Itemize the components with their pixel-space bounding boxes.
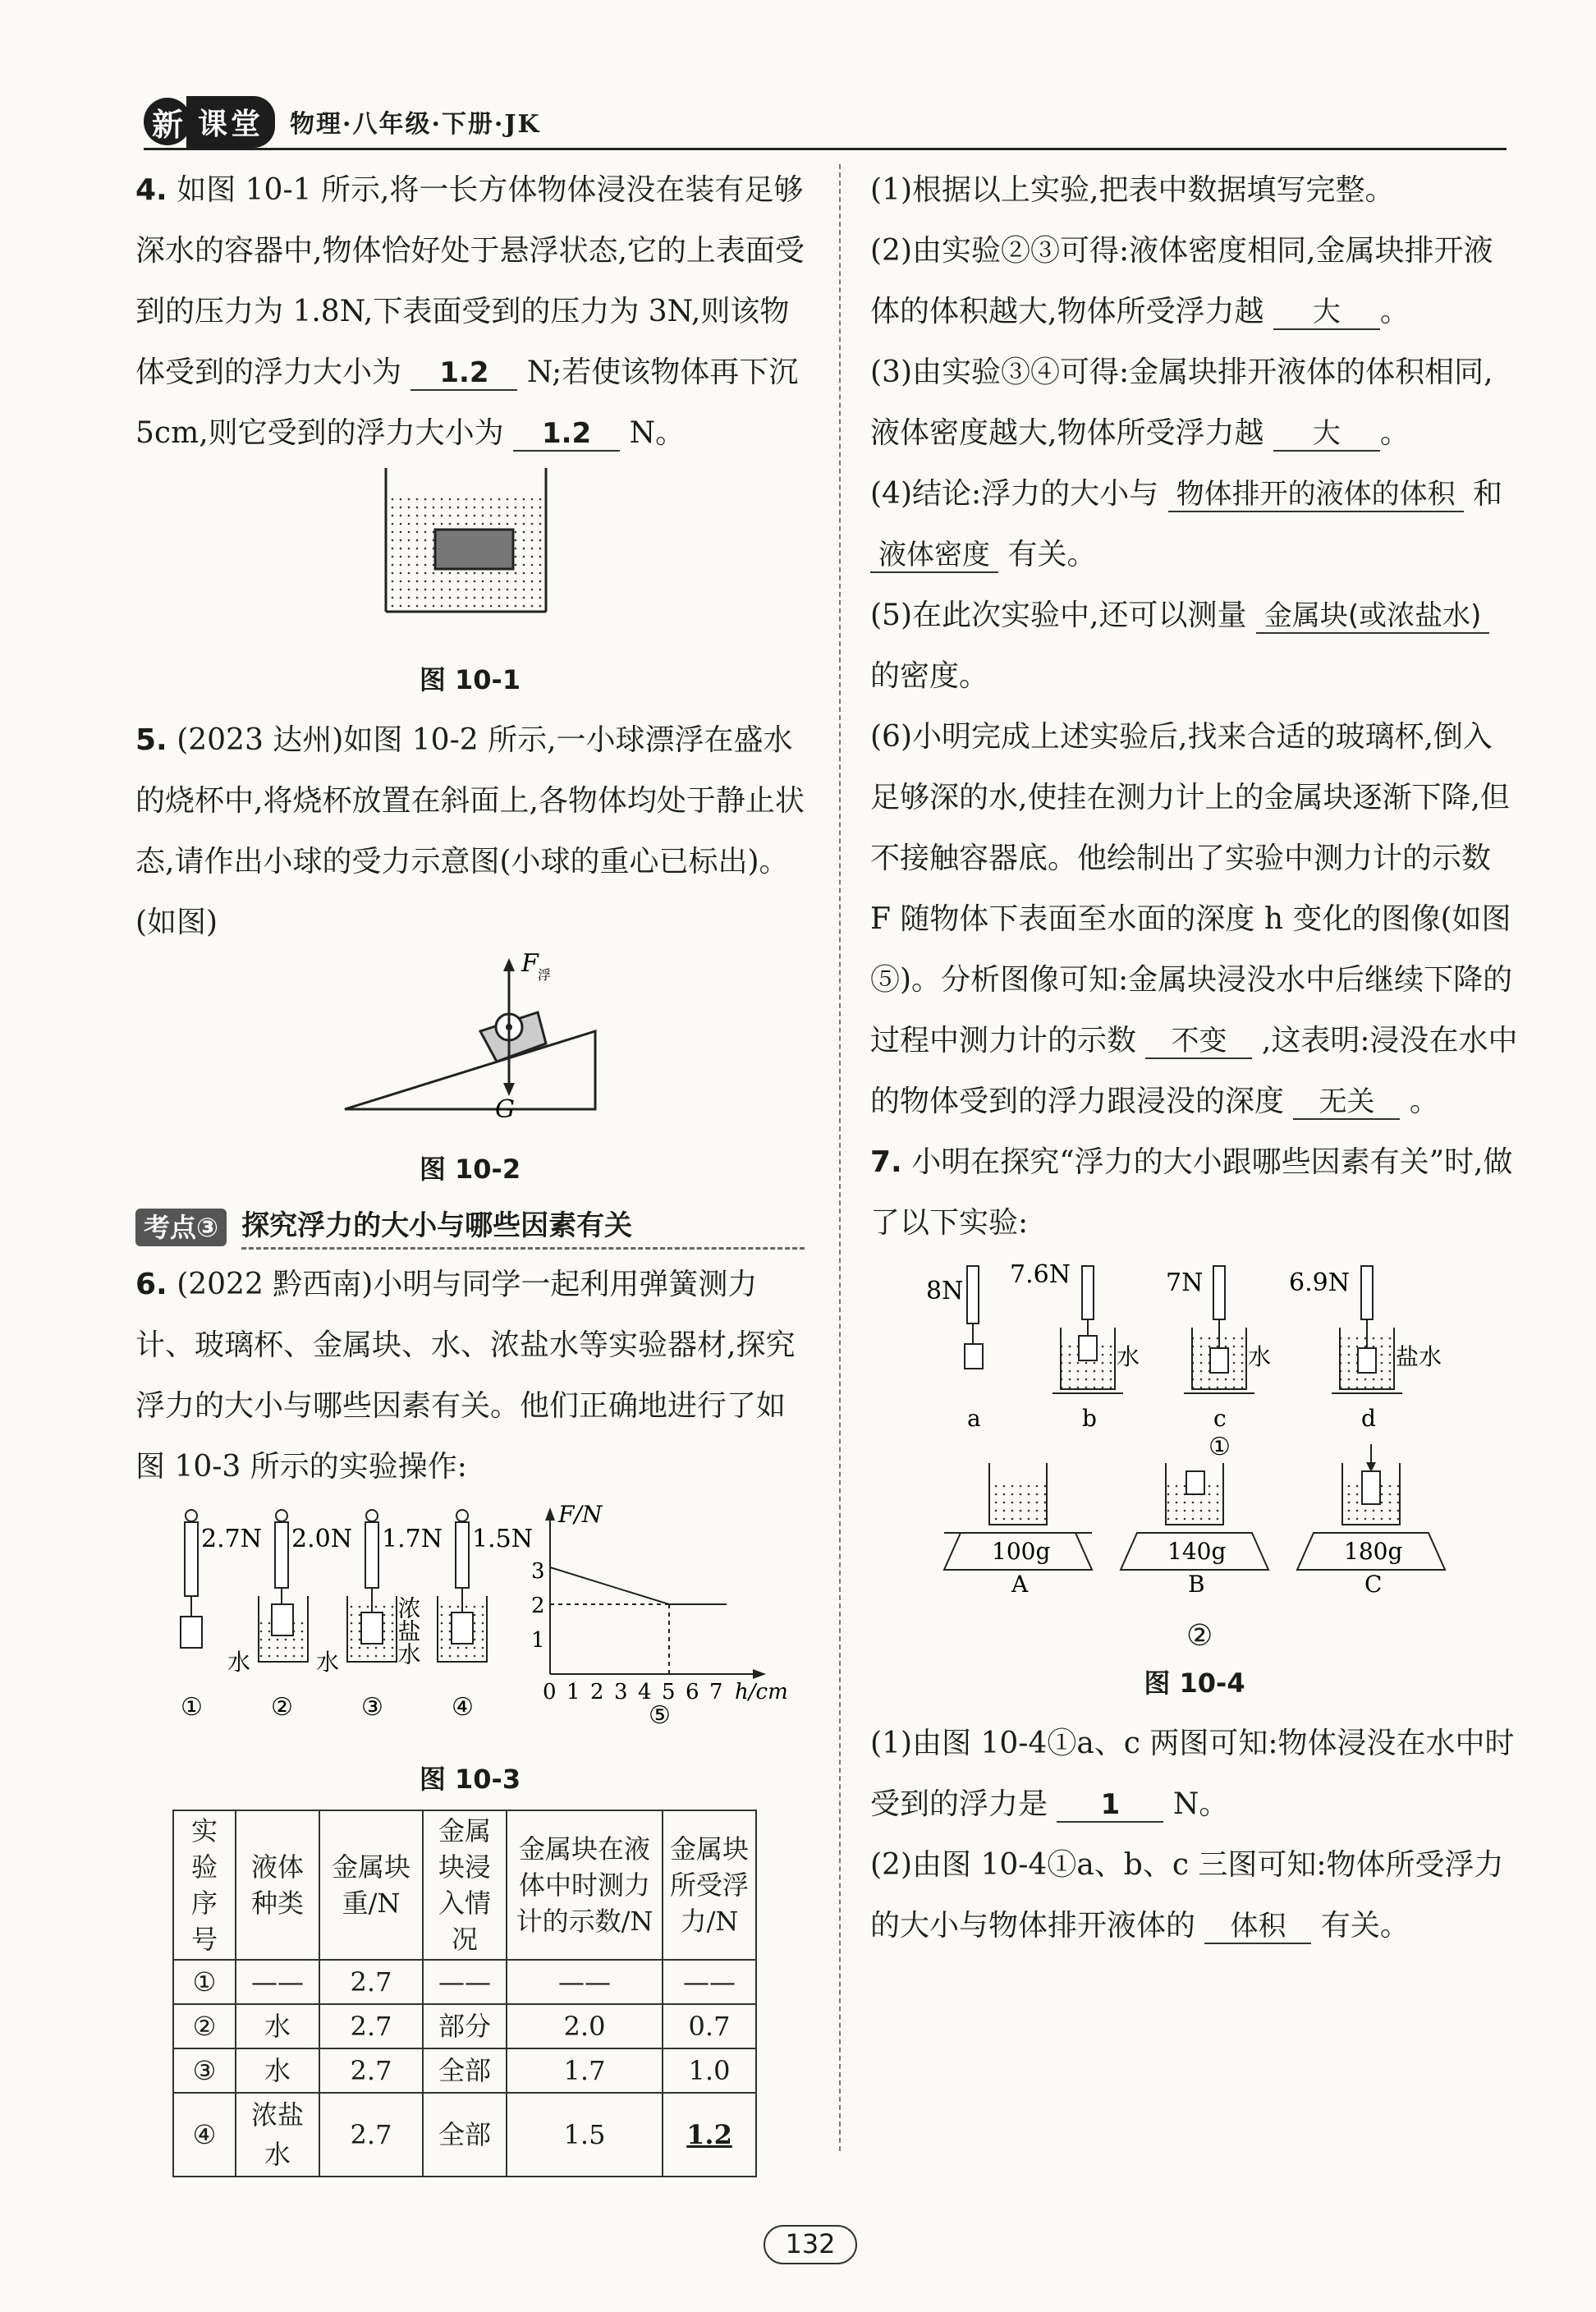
question-text: 的密度。 <box>870 659 989 693</box>
table-cell: —— <box>423 1960 507 2004</box>
question-text: (2022 黔西南)小明与同学一起利用弹簧测力计、玻璃杯、金属块、水、浓盐水等实验器材,探究浮力的大小与哪些因素有关。他们正确地进行了如图 10-3 所示的实验操作: <box>135 1268 796 1484</box>
table-header: 金属块浸入情况 <box>423 1810 507 1960</box>
y-tick: 2 <box>531 1594 545 1618</box>
brand-logo <box>144 97 541 146</box>
label-g: G <box>495 1095 515 1117</box>
table-cell: ④ <box>173 2093 236 2177</box>
liquid-label: 水 <box>227 1649 251 1676</box>
mass-reading: 180g <box>1344 1538 1403 1565</box>
question-text: 有关。 <box>1007 538 1097 571</box>
label-f-sub: 浮 <box>538 967 552 983</box>
x-tick: 1 <box>566 1680 580 1704</box>
section-badge: 考点③ <box>135 1209 227 1246</box>
exp-label: A <box>1011 1571 1029 1598</box>
table-cell: 全部 <box>423 2048 507 2093</box>
question-text: (2023 达州)如图 10-2 所示,一小球漂浮在盛水的烧杯中,将烧杯放置在斜面上,各物体均处于静止状态,请作出小球的受力示意图(小球的重心已标出)。(如图) <box>135 723 805 939</box>
section-title: 探究浮力的大小与哪些因素有关 <box>241 1204 805 1250</box>
question-text: 小明在探究“浮力的大小跟哪些因素有关”时,做了以下实验: <box>870 1145 1513 1240</box>
question-text: (4)结论:浮力的大小与 <box>870 477 1159 511</box>
question-7 <box>870 1132 1519 1254</box>
question-text: N。 <box>1172 1787 1229 1821</box>
answer-blank: 液体密度 <box>870 539 998 573</box>
answer-blank: 大 <box>1273 296 1380 330</box>
table-cell: ③ <box>173 2048 236 2093</box>
fig-label: ④ <box>452 1693 474 1722</box>
question-number: 4. <box>135 173 167 207</box>
table-cell: ② <box>173 2004 236 2048</box>
table-cell: 浓盐水 <box>236 2093 319 2177</box>
table-cell: 2.0 <box>507 2004 663 2048</box>
table-cell: 水 <box>236 2048 319 2093</box>
book-subtitle: 物理·八年级·下册·JK <box>290 110 541 139</box>
brand-chars: 课堂 <box>186 96 275 148</box>
answer-blank: 1.2 <box>513 417 620 452</box>
table-row <box>173 1960 756 2004</box>
table-header: 金属块重/N <box>319 1810 423 1960</box>
question-text: (1)由图 10-4①a、c 两图可知:物体浸没在水中时受到的浮力是 <box>870 1727 1515 1821</box>
question-text: N;若使该物体再下沉 5cm,则它受到的浮力大小为 <box>135 356 799 450</box>
table-cell: 2.7 <box>319 1960 423 2004</box>
fig-label: ⑤ <box>649 1701 671 1727</box>
exp-label: c <box>1213 1405 1227 1432</box>
table-header: 金属块在液体中时测力计的示数/N <box>507 1810 663 1960</box>
question-text: 有关。 <box>1320 1909 1410 1943</box>
q6-sub-6 <box>870 707 1519 1132</box>
answer-blank: 1.2 <box>410 356 517 391</box>
table-cell: —— <box>507 1960 663 2004</box>
table-header-row <box>173 1810 756 1960</box>
table-header: 金属块所受浮力/N <box>663 1810 756 1960</box>
fig-label: ① <box>181 1693 203 1722</box>
exp-label: b <box>1082 1405 1097 1432</box>
reading-3: 1.7N <box>382 1525 443 1553</box>
fig-label: ② <box>271 1693 293 1722</box>
reading-d: 6.9N <box>1289 1268 1350 1297</box>
x-tick: 5 <box>662 1680 676 1704</box>
x-tick: 7 <box>709 1680 723 1704</box>
group-label-2: ② <box>1186 1619 1213 1653</box>
column-divider <box>839 164 841 2151</box>
page-header <box>144 97 1507 148</box>
q6-sub-5 <box>870 585 1519 707</box>
graph-x-label: h/cm <box>735 1680 788 1704</box>
table-cell: 水 <box>236 2004 319 2048</box>
question-text: (5)在此次实验中,还可以测量 <box>870 599 1247 632</box>
table-row <box>173 2093 756 2177</box>
table-header: 实验序号 <box>173 1810 236 1960</box>
table-row <box>173 2004 756 2048</box>
left-column <box>135 160 805 2177</box>
question-5 <box>135 710 805 953</box>
answer-blank: 大 <box>1273 417 1380 452</box>
liquid-label: 水 <box>1117 1343 1140 1370</box>
question-text: 如图 10-1 所示,将一长方体物体浸没在装有足够深水的容器中,物体恰好处于悬浮状态,它的上表面受到的压力为 1.8N,下表面受到的压力为 3N,则该物体受到的浮力大小为 <box>135 173 805 389</box>
question-number: 6. <box>135 1268 167 1301</box>
exp-label: d <box>1361 1405 1376 1432</box>
mass-reading: 100g <box>992 1538 1051 1565</box>
y-tick: 1 <box>531 1628 545 1653</box>
incline <box>345 1031 595 1109</box>
x-tick: 6 <box>686 1680 699 1704</box>
spring-scale-1 <box>181 1510 202 1648</box>
reading-2: 2.0N <box>291 1525 352 1553</box>
figure-10-2 <box>135 953 805 1117</box>
question-text: ,这表明:浸没在水中的物体受到的浮力跟浸没的深度 <box>870 1024 1518 1118</box>
q6-sub-1: (1)根据以上实验,把表中数据填写完整。 <box>870 173 1395 207</box>
table-cell: 2.7 <box>319 2093 423 2177</box>
figure-caption: 图 10-4 <box>1144 1667 1245 1699</box>
table-cell: 2.7 <box>319 2048 423 2093</box>
question-text: (3)由实验③④可得:金属块排开液体的体积相同,液体密度越大,物体所受浮力越 <box>870 356 1493 450</box>
answer-blank: 体积 <box>1204 1910 1311 1944</box>
liquid-label: 水 <box>316 1649 340 1676</box>
table-row <box>173 2048 756 2093</box>
experiment-a <box>965 1266 983 1369</box>
question-number: 5. <box>135 723 167 757</box>
figure-caption: 图 10-1 <box>419 664 521 695</box>
answer-blank: 1 <box>1057 1788 1163 1823</box>
mass-reading: 140g <box>1167 1538 1227 1565</box>
reading-a: 8N <box>926 1277 964 1305</box>
question-text: 和 <box>1473 477 1503 511</box>
table-cell: —— <box>663 1960 756 2004</box>
header-rule <box>144 148 1507 150</box>
table-cell: 0.7 <box>663 2004 756 2048</box>
liquid-label: 盐水 <box>1396 1343 1442 1370</box>
table-cell: 1.2 <box>663 2093 756 2177</box>
question-number: 7. <box>870 1145 902 1179</box>
table-cell: 1.5 <box>507 2093 663 2177</box>
table-cell: 部分 <box>423 2004 507 2048</box>
exp-label: C <box>1364 1571 1383 1598</box>
table-cell: 1.0 <box>663 2048 756 2093</box>
graph-y-label: F/N <box>558 1501 603 1528</box>
reading-b: 7.6N <box>1010 1260 1071 1289</box>
container-diagram <box>386 468 546 612</box>
x-tick: 2 <box>590 1680 604 1704</box>
figure-10-1 <box>135 464 805 628</box>
table-cell: ① <box>173 1960 236 2004</box>
question-text: 。 <box>1409 1085 1439 1118</box>
liquid-label: 水 <box>1248 1343 1272 1370</box>
exp-label: B <box>1188 1571 1205 1598</box>
reading-1: 2.7N <box>201 1525 262 1553</box>
x-tick: 3 <box>614 1680 628 1704</box>
question-6 <box>135 1255 805 1498</box>
figure-caption: 图 10-2 <box>419 1154 521 1185</box>
table-cell: 1.7 <box>507 2048 663 2093</box>
section-heading <box>135 1204 805 1250</box>
x-tick: 4 <box>638 1680 652 1704</box>
table-cell: 2.7 <box>319 2004 423 2048</box>
q7-sub-2 <box>870 1835 1519 1956</box>
table-header: 液体种类 <box>236 1810 319 1960</box>
liquid-label: 浓盐水 <box>394 1596 422 1665</box>
answer-blank: 不变 <box>1145 1025 1252 1059</box>
table-cell: 全部 <box>423 2093 507 2177</box>
table-cell: —— <box>236 1960 319 2004</box>
reading-c: 7N <box>1166 1268 1204 1297</box>
group-label: ① <box>1208 1433 1231 1461</box>
brand-char: 新 <box>144 98 191 145</box>
question-text: N。 <box>629 416 686 450</box>
answer-blank: 无关 <box>1293 1085 1400 1120</box>
q6-sub-3: (3)由实验③④可得:金属块排开液体的体积相同,液体密度越大,物体所受浮力越 大 。 <box>870 356 1493 450</box>
y-tick: 3 <box>531 1559 545 1584</box>
label-f: F <box>521 953 539 978</box>
question-text: (6)小明完成上述实验后,找来合适的玻璃杯,倒入足够深的水,使挂在测力计上的金属块逐渐下降,但不接触容器底。他绘制出了实验中测力计的示数 F 随物体下表面至水面的深度 h 变化的图像(如图⑤)。分析图像可知:金属块浸没水中后继续下降的过程中测力计的示数 <box>870 720 1513 1057</box>
question-4 <box>135 160 805 464</box>
answer-blank: 物体排开的液体的体积 <box>1168 478 1464 512</box>
x-tick: 0 <box>543 1680 557 1704</box>
exp-label: a <box>967 1405 981 1432</box>
fig-label: ③ <box>361 1693 383 1722</box>
answer-blank: 金属块(或浓盐水) <box>1256 599 1490 634</box>
force-depth-graph <box>531 1501 788 1727</box>
figure-10-4 <box>870 1254 1519 1599</box>
reading-4: 1.5N <box>472 1525 533 1553</box>
q6-sub-4 <box>870 464 1519 585</box>
figure-10-3 <box>135 1498 805 1727</box>
right-column <box>870 160 1519 1956</box>
data-table <box>172 1810 757 2177</box>
figure-caption: 图 10-3 <box>419 1764 521 1795</box>
page-number: 132 <box>764 2225 857 2264</box>
q6-sub-2: (2)由实验②③可得:液体密度相同,金属块排开液体的体积越大,物体所受浮力越 大 。 <box>870 234 1493 328</box>
question-text: (2)由图 10-4①a、b、c 三图可知:物体所受浮力的大小与物体排开液体的 <box>870 1848 1504 1943</box>
q7-sub-1 <box>870 1713 1519 1835</box>
question-text: (2)由实验②③可得:液体密度相同,金属块排开液体的体积越大,物体所受浮力越 <box>870 234 1493 328</box>
